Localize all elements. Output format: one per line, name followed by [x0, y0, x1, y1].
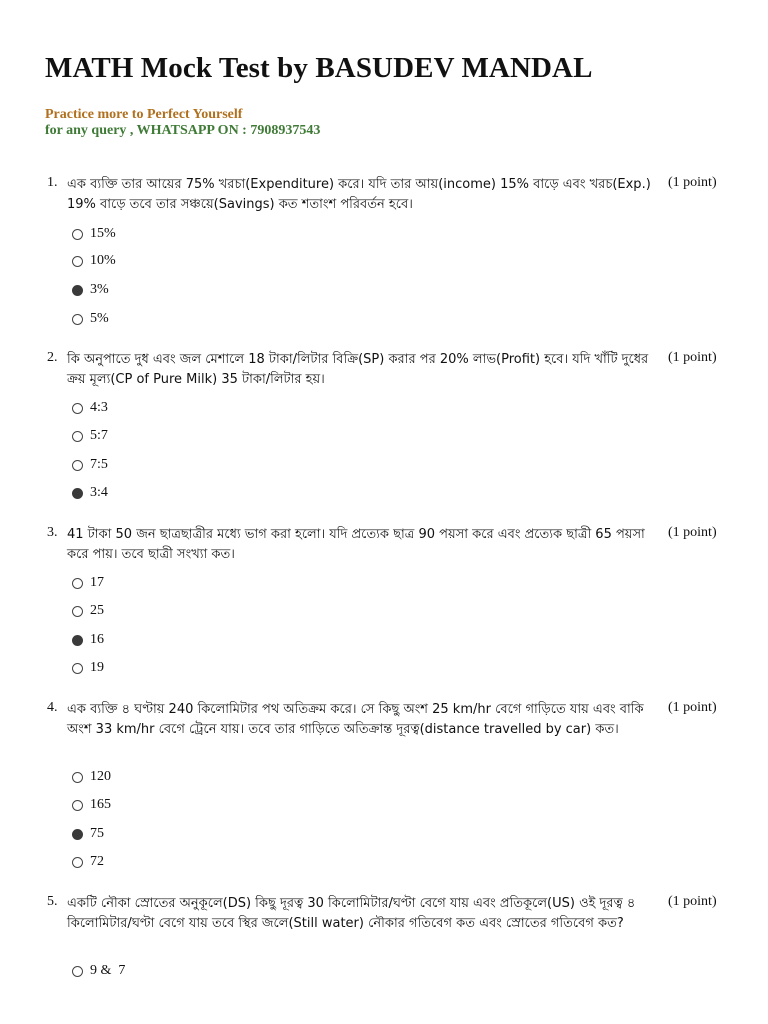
page-title: MATH Mock Test by BASUDEV MANDAL	[45, 52, 593, 84]
radio-button[interactable]	[72, 966, 83, 977]
contact-info: for any query , WHATSAPP ON : 7908937543	[45, 123, 321, 138]
question-text: কি অনুপাতে দুধ এবং জল মেশালে 18 টাকা/লিটার বিক্রি(SP) করার পর 20% লাভ(Profit) হবে। যদি খাঁটি দুধের ক্রয় মূল্য(CP of Pure Milk) 35 টাকা/লিটার হয়।	[67, 352, 649, 387]
option-label: 7:5	[90, 457, 108, 472]
question-points: (1 point)	[668, 700, 717, 715]
option-label: 9 & 7	[90, 963, 126, 978]
radio-button[interactable]	[72, 800, 83, 811]
option-4-3[interactable]	[72, 399, 108, 417]
radio-button[interactable]	[72, 772, 83, 783]
question-points: (1 point)	[668, 350, 717, 365]
option-17[interactable]	[72, 574, 104, 592]
question-text: এক ব্যক্তি তার আয়ের 75% খরচা(Expenditure) করে। যদি তার আয়(income) 15% বাড়ে এবং খরচ(Exp.) 19% বাড়ে তবে তার সঞ্চয়ে(Savings) কত শতাংশ পরিবর্তন হবে।	[67, 177, 651, 212]
option-label: 120	[90, 769, 111, 784]
option-16[interactable]	[72, 631, 104, 649]
question-number: 3.	[47, 525, 58, 540]
option-7-5[interactable]	[72, 456, 108, 474]
option-3-percent[interactable]	[72, 281, 109, 299]
radio-button[interactable]	[72, 403, 83, 414]
question-points: (1 point)	[668, 175, 717, 190]
radio-button[interactable]	[72, 488, 83, 499]
radio-button[interactable]	[72, 256, 83, 267]
option-19[interactable]	[72, 659, 104, 677]
radio-button[interactable]	[72, 460, 83, 471]
option-165[interactable]	[72, 796, 111, 814]
option-25[interactable]	[72, 602, 104, 620]
option-label: 5%	[90, 311, 109, 326]
radio-button[interactable]	[72, 606, 83, 617]
option-label: 15%	[90, 226, 116, 241]
option-3-4[interactable]	[72, 484, 108, 502]
option-label: 5:7	[90, 428, 108, 443]
option-5-7[interactable]	[72, 427, 108, 445]
option-75[interactable]	[72, 825, 104, 843]
question-text: একটি নৌকা স্রোতের অনুকূলে(DS) কিছু দূরত্ব 30 কিলোমিটার/ঘণ্টা বেগে যায় এবং প্রতিকূলে(US) ওই দূরত্ব ৪ কিলোমিটার/ঘণ্টা বেগে যায় তবে স্থির জলে(Still water) নৌকার গতিবেগ কত এবং স্রোতের গতিবেগ কত?	[67, 896, 636, 931]
option-label: 75	[90, 826, 104, 841]
option-5-percent[interactable]	[72, 310, 109, 328]
option-72[interactable]	[72, 853, 104, 871]
radio-button[interactable]	[72, 663, 83, 674]
option-label: 72	[90, 854, 104, 869]
radio-button[interactable]	[72, 578, 83, 589]
option-label: 25	[90, 603, 104, 618]
option-120[interactable]	[72, 768, 111, 786]
question-points: (1 point)	[668, 894, 717, 909]
radio-button[interactable]	[72, 431, 83, 442]
radio-button[interactable]	[72, 829, 83, 840]
question-number: 1.	[47, 175, 58, 190]
option-label: 19	[90, 660, 104, 675]
question-number: 4.	[47, 700, 58, 715]
option-label: 165	[90, 797, 111, 812]
option-label: 3%	[90, 282, 109, 297]
option-9-and-7[interactable]	[72, 962, 125, 980]
option-15-percent[interactable]	[72, 225, 116, 243]
question-points: (1 point)	[668, 525, 717, 540]
option-10-percent[interactable]	[72, 252, 116, 270]
radio-button[interactable]	[72, 285, 83, 296]
radio-button[interactable]	[72, 314, 83, 325]
question-text: 41 টাকা 50 জন ছাত্রছাত্রীর মধ্যে ভাগ করা হলো। যদি প্রত্যেক ছাত্র 90 পয়সা করে এবং প্রত্যেক ছাত্রী 65 পয়সা করে পায়। তবে ছাত্রী সংখ্যা কত।	[67, 527, 645, 562]
radio-button[interactable]	[72, 635, 83, 646]
option-label: 3:4	[90, 485, 108, 500]
question-text: এক ব্যক্তি ৪ ঘণ্টায় 240 কিলোমিটার পথ অতিক্রম করে। সে কিছু অংশ 25 km/hr বেগে গাড়িতে যায় এবং বাকি অংশ 33 km/hr বেগে ট্রেনে যায়। তবে তার গাড়িতে অতিক্রান্ত দূরত্ব(distance travelled by car) কত।	[67, 702, 644, 737]
radio-button[interactable]	[72, 229, 83, 240]
option-label: 4:3	[90, 400, 108, 415]
radio-button[interactable]	[72, 857, 83, 868]
option-label: 10%	[90, 253, 116, 268]
option-label: 17	[90, 575, 104, 590]
option-label: 16	[90, 632, 104, 647]
question-number: 5.	[47, 894, 58, 909]
tagline: Practice more to Perfect Yourself	[45, 107, 243, 122]
question-number: 2.	[47, 350, 58, 365]
